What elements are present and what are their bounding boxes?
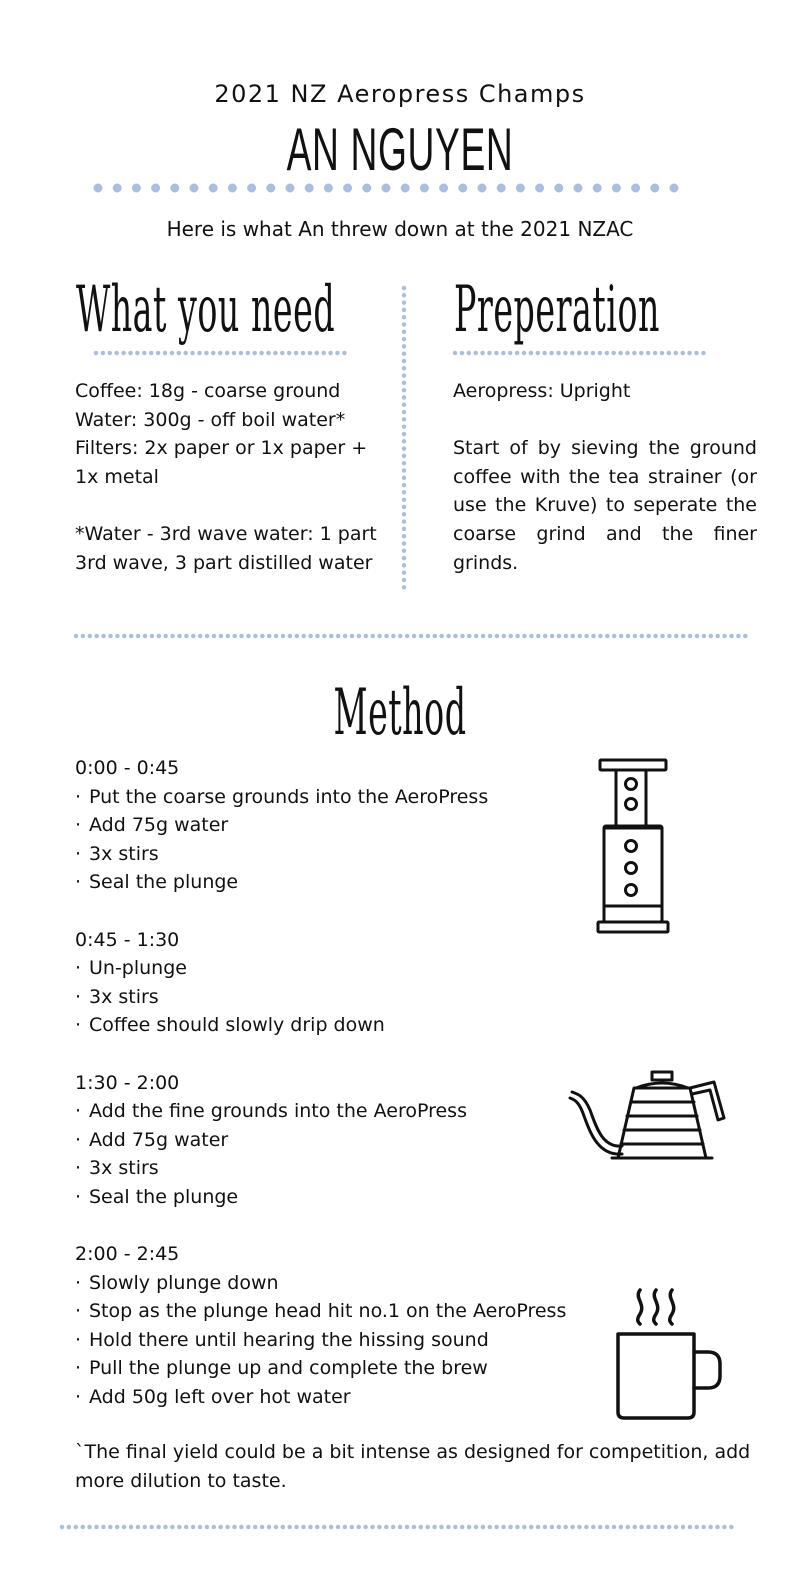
step-item: · Stop as the plunge head hit no.1 on the AeroPress (75, 1300, 567, 1323)
step-item: · Slowly plunge down (75, 1271, 279, 1294)
step-item: · Seal the plunge (75, 871, 239, 894)
step-item: · Un-plunge (75, 957, 187, 980)
stage-time: 0:45 - 1:30 (75, 928, 180, 951)
prep-heading-underline (0, 347, 800, 359)
person-name: AN NGUYEN (286, 116, 514, 183)
step-item: · Coffee should slowly drip down (75, 1014, 385, 1037)
steaming-mug-icon (608, 1286, 724, 1422)
need-line: Filters: 2x paper or 1x paper + (75, 437, 368, 460)
stage-time: 1:30 - 2:00 (75, 1071, 180, 1094)
step-item: · Seal the plunge (75, 1185, 239, 1208)
water-footnote-line: 3rd wave, 3 part distilled water (75, 551, 373, 574)
gooseneck-kettle-icon (568, 1066, 732, 1164)
aeropress-icon (592, 756, 676, 936)
footer-dotted-divider (0, 1521, 800, 1533)
prep-description: Start of by sieving the ground coffee with the tea strainer (or use the Kruve) to seperate the coarse grind and the finer grinds. (453, 437, 757, 574)
step-item: · Add 75g water (75, 1128, 229, 1151)
section-dotted-divider (0, 630, 800, 642)
prep-heading: Preperation (454, 273, 660, 347)
water-footnote-line: *Water - 3rd wave water: 1 part (75, 522, 377, 545)
event-title: 2021 NZ Aeropress Champs (214, 80, 586, 108)
step-item: · 3x stirs (75, 842, 159, 865)
step-item: · Add 75g water (75, 814, 229, 837)
need-heading: What you need (76, 273, 336, 347)
final-note: `The final yield could be a bit intense as designed for competition, add more dilution to taste. (75, 1441, 751, 1492)
need-line: 1x metal (75, 465, 159, 488)
intro-text: Here is what An threw down at the 2021 NZAC (166, 217, 634, 241)
need-line: Coffee: 18g - coarse ground (75, 380, 341, 402)
step-item: · 3x stirs (75, 985, 159, 1008)
method-heading: Method (333, 676, 467, 750)
step-item: · Put the coarse grounds into the AeroPress (75, 785, 489, 808)
column-dotted-divider (396, 282, 412, 594)
step-item: · Hold there until hearing the hissing sound (75, 1328, 489, 1351)
stage-time: 2:00 - 2:45 (75, 1243, 180, 1266)
step-item: · Add 50g left over hot water (75, 1386, 351, 1409)
aeropress-orientation: Aeropress: Upright (453, 380, 631, 402)
step-item: · 3x stirs (75, 1157, 159, 1180)
title-dotted-divider (0, 180, 800, 196)
step-item: · Pull the plunge up and complete the brew (75, 1357, 488, 1380)
step-item: · Add the fine grounds into the AeroPress (75, 1100, 467, 1123)
need-line: Water: 300g - off boil water* (75, 408, 346, 431)
method-steps (75, 754, 595, 1412)
prep-text (453, 377, 757, 577)
stage-time: 0:00 - 0:45 (75, 757, 180, 779)
need-list (75, 377, 380, 577)
